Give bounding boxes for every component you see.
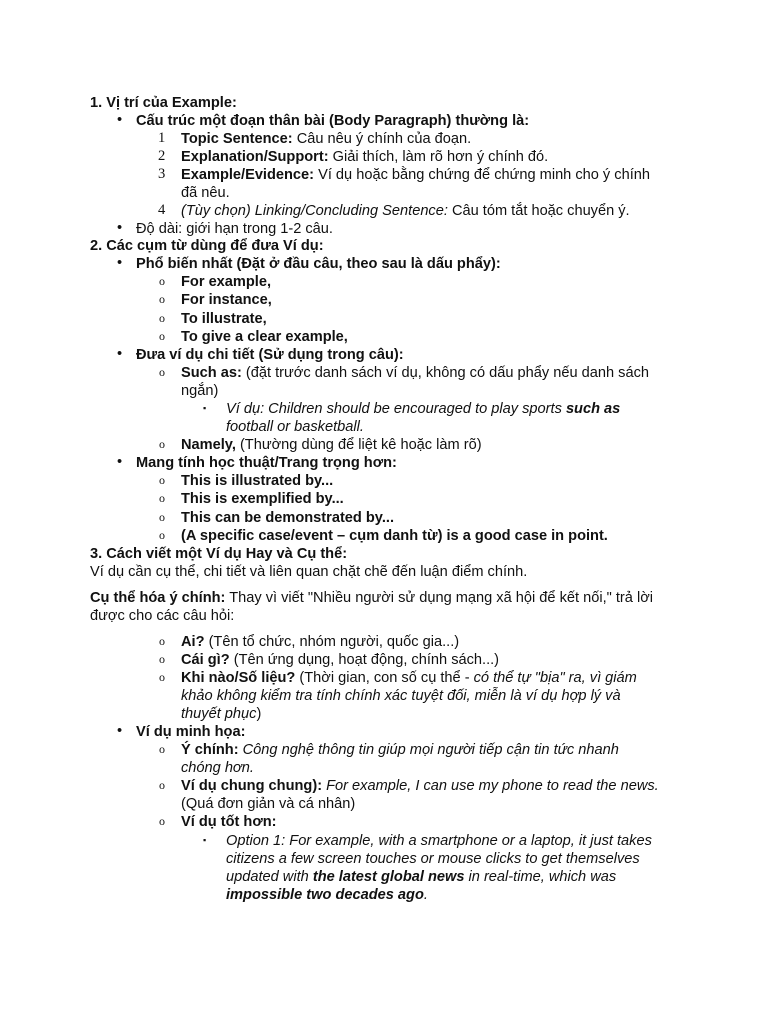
- academic-item: This is illustrated by...: [181, 473, 334, 489]
- step-number: 2: [158, 148, 166, 164]
- bullet-circle: o: [159, 634, 165, 648]
- academic-item: This is exemplified by...: [181, 491, 344, 507]
- bullet-circle: o: [159, 365, 165, 379]
- bullet-circle: o: [159, 670, 165, 684]
- section-1-heading: 1. Vị trí của Example:: [90, 95, 237, 111]
- question-when-cont: khảo không kiểm tra tính chính xác tuyệt đối, miễn là ví dụ hợp lý và: [181, 688, 621, 704]
- phrase-item: For instance,: [181, 292, 272, 308]
- bullet-disc: •: [117, 255, 123, 271]
- bullet-circle: o: [159, 742, 165, 756]
- question-what: Cái gì? (Tên ứng dụng, hoạt động, chính sách...): [181, 652, 500, 668]
- question-when: Khi nào/Số liệu? (Thời gian, con số cụ thể - có thể tự "bịa" ra, vì giám: [181, 670, 637, 686]
- bullet-square: ▪: [203, 835, 207, 845]
- illustration-label: Ví dụ minh họa:: [136, 724, 246, 740]
- example-sentence-cont: football or basketball.: [226, 419, 364, 435]
- concretize-cont: được cho các câu hỏi:: [90, 608, 235, 624]
- main-idea-cont: chóng hơn.: [181, 760, 254, 776]
- bullet-disc: •: [117, 220, 123, 236]
- bullet-circle: o: [159, 437, 165, 451]
- section-2-heading: 2. Các cụm từ dùng để đưa Ví dụ:: [90, 238, 324, 254]
- example-sentence: Ví dụ: Children should be encouraged to play sports such as: [226, 401, 621, 417]
- bullet-circle: o: [159, 473, 165, 487]
- step-2: Explanation/Support: Giải thích, làm rõ hơn ý chính đó.: [181, 149, 549, 165]
- length-note: Độ dài: giới hạn trong 1-2 câu.: [136, 221, 333, 237]
- bullet-circle: o: [159, 528, 165, 542]
- detail-label: Đưa ví dụ chi tiết (Sử dụng trong câu):: [136, 347, 404, 363]
- option-1-line-4: impossible two decades ago.: [226, 887, 428, 903]
- question-when-cont2: thuyết phục): [181, 706, 262, 722]
- general-example-cont: (Quá đơn giản và cá nhân): [181, 796, 356, 812]
- step-3: Example/Evidence: Ví dụ hoặc bằng chứng để chứng minh cho ý chính: [181, 167, 650, 183]
- general-example: Ví dụ chung chung): For example, I can use my phone to read the news.: [181, 778, 659, 794]
- namely-item: Namely, (Thường dùng để liệt kê hoặc làm rõ): [181, 437, 482, 453]
- bullet-disc: •: [117, 723, 123, 739]
- phrase-item: To give a clear example,: [181, 329, 348, 345]
- bullet-disc: •: [117, 454, 123, 470]
- bullet-circle: o: [159, 491, 165, 505]
- bullet-circle: o: [159, 292, 165, 306]
- bullet-circle: o: [159, 274, 165, 288]
- option-1-line-2: citizens a few screen touches or mouse clicks to get themselves: [226, 851, 640, 867]
- step-4: (Tùy chọn) Linking/Concluding Sentence: Câu tóm tắt hoặc chuyển ý.: [181, 203, 630, 219]
- such-as-item: Such as: (đặt trước danh sách ví dụ, không có dấu phẩy nếu danh sách: [181, 365, 649, 381]
- section-3-intro: Ví dụ cần cụ thể, chi tiết và liên quan chặt chẽ đến luận điểm chính.: [90, 564, 528, 580]
- phrase-item: For example,: [181, 274, 272, 290]
- bullet-circle: o: [159, 311, 165, 325]
- step-number: 1: [158, 130, 166, 146]
- bullet-square: ▪: [203, 403, 207, 413]
- academic-item: This can be demonstrated by...: [181, 510, 395, 526]
- academic-label: Mang tính học thuật/Trang trọng hơn:: [136, 455, 397, 471]
- option-1-line-1: Option 1: For example, with a smartphone or a laptop, it just takes: [226, 833, 652, 849]
- bullet-disc: •: [117, 112, 123, 128]
- bullet-circle: o: [159, 510, 165, 524]
- bullet-disc: •: [117, 346, 123, 362]
- bullet-circle: o: [159, 814, 165, 828]
- option-1-line-3: updated with the latest global news in real-time, which was: [226, 869, 617, 885]
- bullet-circle: o: [159, 652, 165, 666]
- phrase-item: To illustrate,: [181, 311, 267, 327]
- academic-item: (A specific case/event – cụm danh từ) is a good case in point.: [181, 528, 608, 544]
- such-as-cont: ngắn): [181, 383, 219, 399]
- step-3-cont: đã nêu.: [181, 185, 230, 201]
- question-who: Ai? (Tên tổ chức, nhóm người, quốc gia...): [181, 634, 460, 650]
- step-number: 4: [158, 202, 166, 218]
- common-label: Phổ biến nhất (Đặt ở đầu câu, theo sau là dấu phẩy):: [136, 256, 501, 272]
- bullet-circle: o: [159, 329, 165, 343]
- concretize-line: Cụ thể hóa ý chính: Thay vì viết "Nhiều người sử dụng mạng xã hội để kết nối," trả lời: [90, 590, 654, 606]
- structure-label: Cấu trúc một đoạn thân bài (Body Paragraph) thường là:: [136, 113, 530, 129]
- better-example-label: Ví dụ tốt hơn:: [181, 814, 277, 830]
- main-idea: Ý chính: Công nghệ thông tin giúp mọi người tiếp cận tin tức nhanh: [181, 742, 619, 758]
- section-3-heading: 3. Cách viết một Ví dụ Hay và Cụ thể:: [90, 546, 348, 562]
- step-number: 3: [158, 166, 166, 182]
- bullet-circle: o: [159, 778, 165, 792]
- step-1: Topic Sentence: Câu nêu ý chính của đoạn.: [181, 131, 472, 147]
